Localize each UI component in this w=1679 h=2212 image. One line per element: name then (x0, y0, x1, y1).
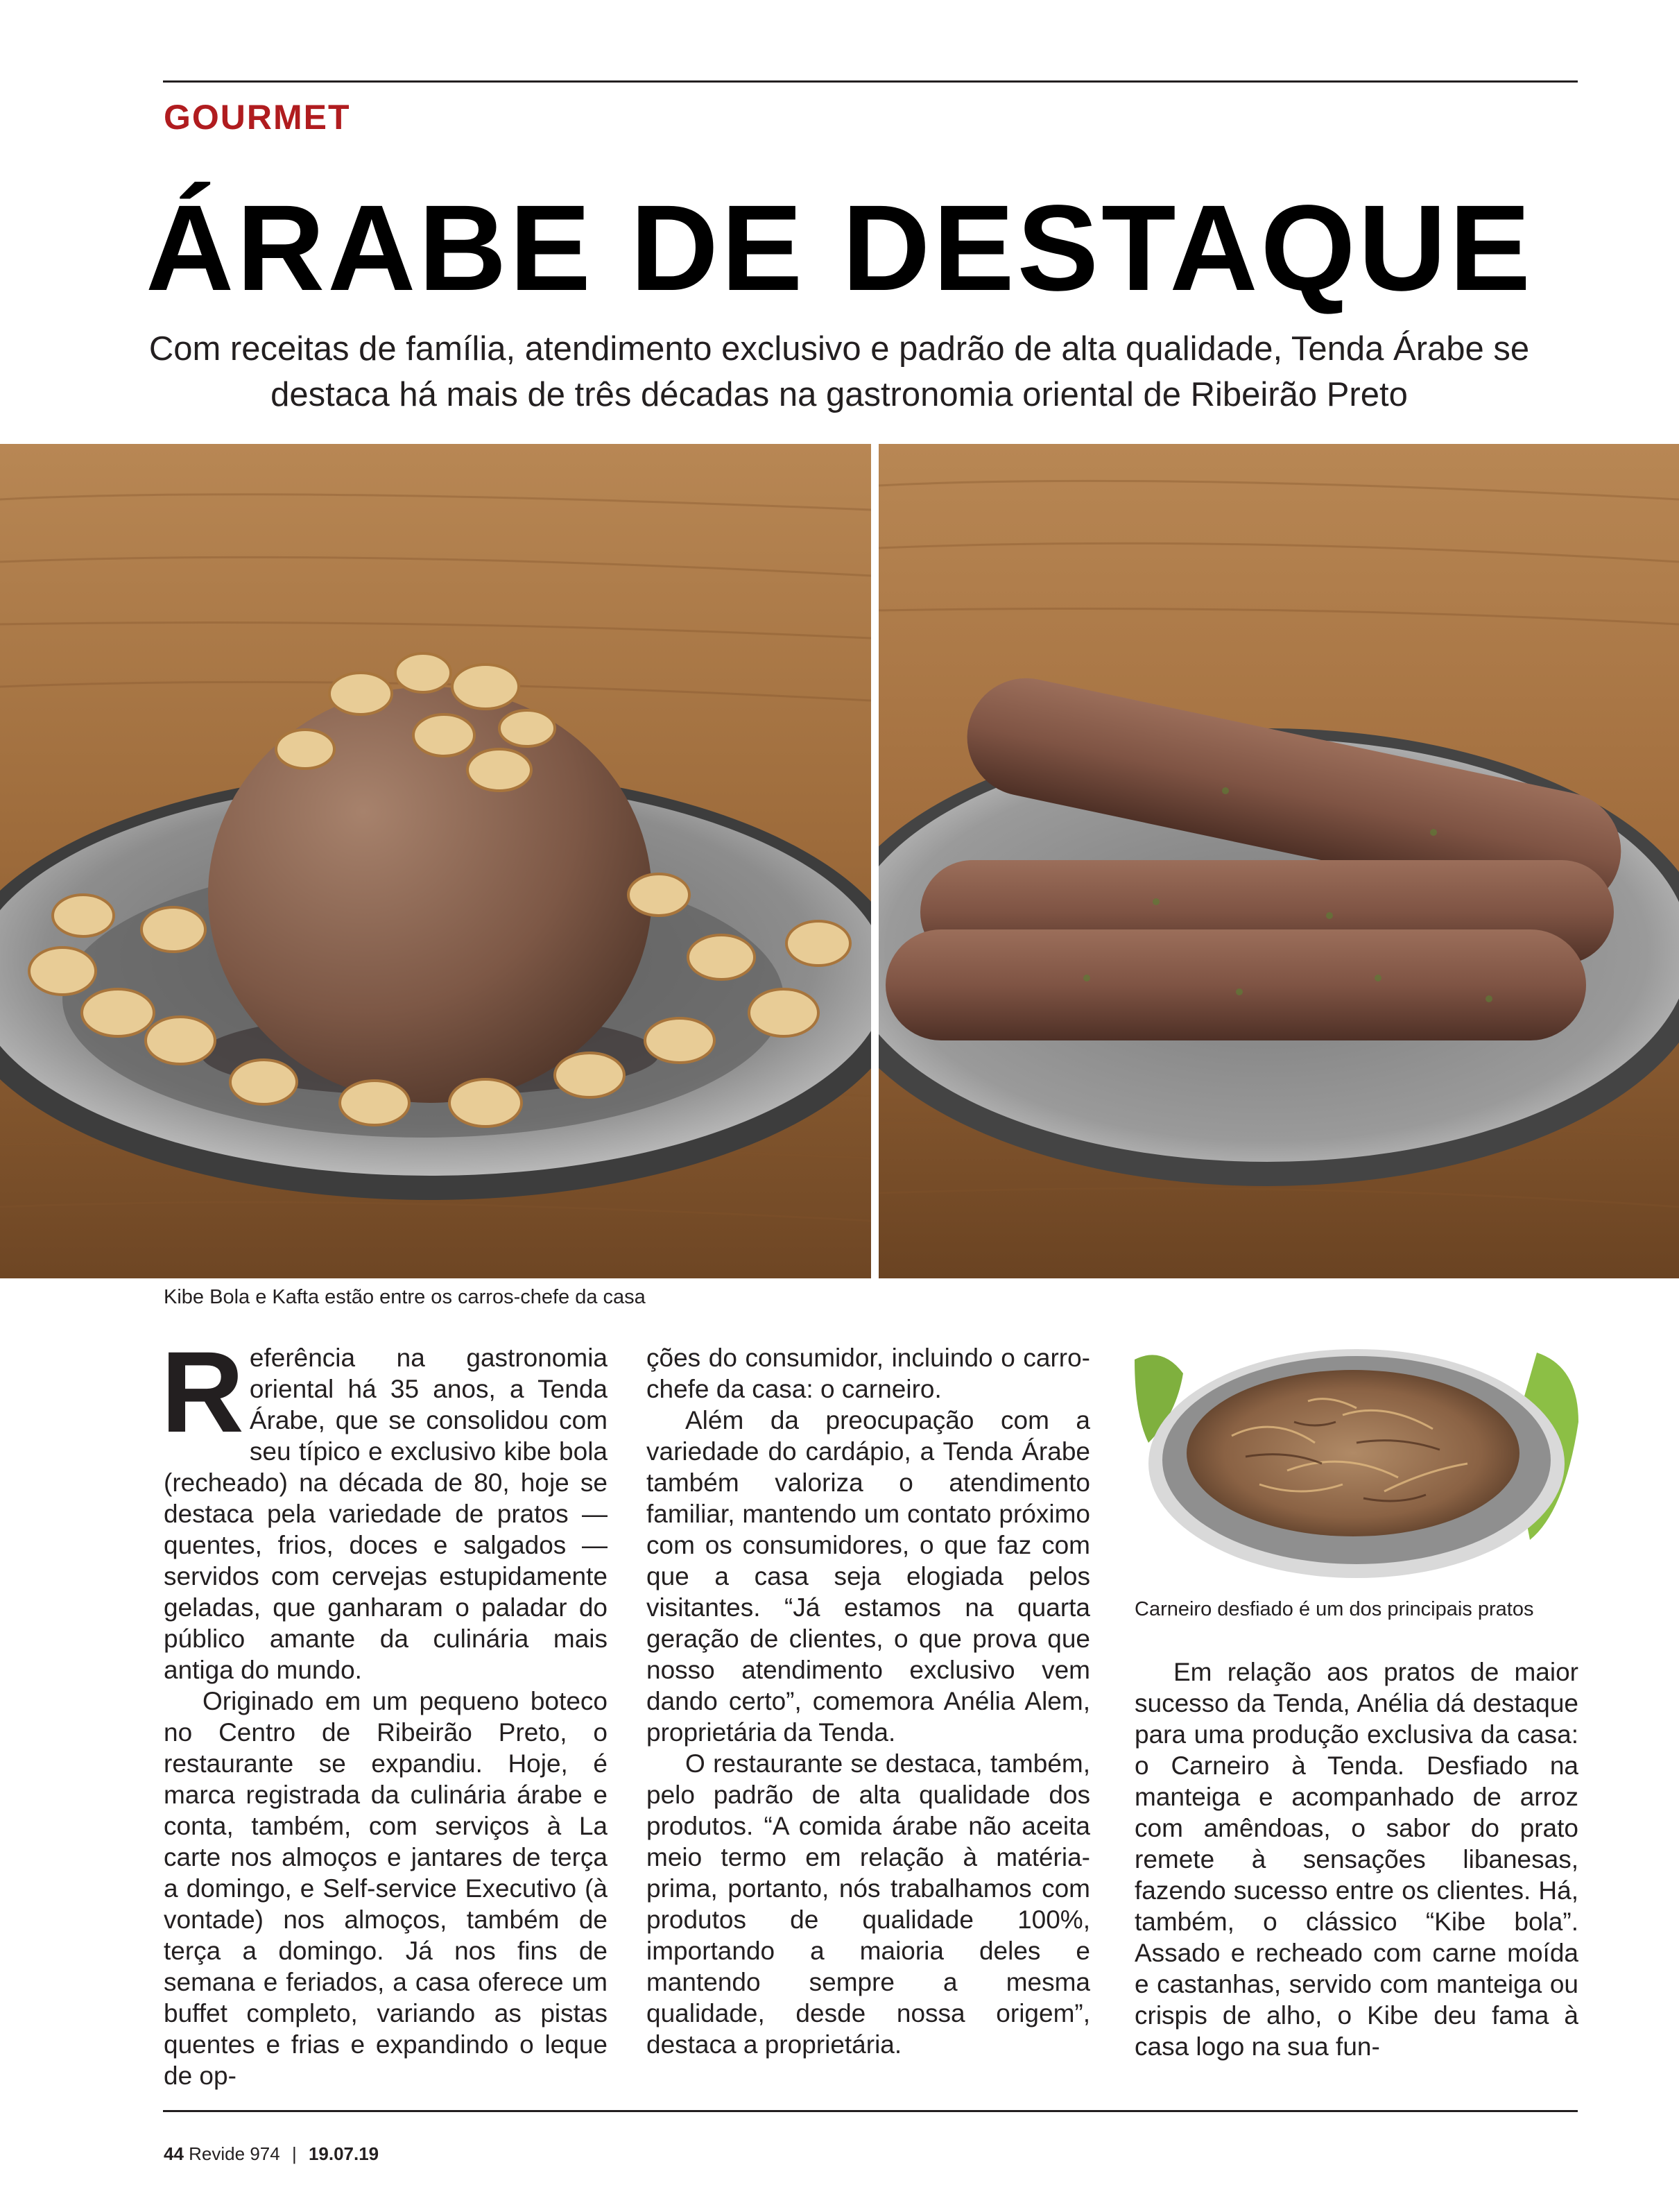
kibe-bola-photo (0, 444, 871, 1278)
paragraph-5: O restaurante se destaca, também, pelo padrão de alta qualidade dos produtos. “A comida árabe não aceita meio termo em relação à matéria-prima, portanto, nós trabalhamos com produtos de qualidade 100%, importando a maioria deles e mantendo sempre a mesma qualidade, desde nossa origem”, destaca a proprietária. (646, 1749, 1090, 2059)
photo-caption: Kibe Bola e Kafta estão entre os carros-chefe da casa (164, 1286, 646, 1308)
paragraph-2: Originado em um pequeno boteco no Centro de Ribeirão Preto, o restaurante se expandiu. Hoje, é marca registrada da culinária árabe e conta, também, com serviços à La carte nos almoços e jantares de terça a domingo, e Self-service Executivo (à vontade) nos almoços, também de terça a domingo. Já nos fins de semana e feriados, a casa oferece um buffet completo, variando as pistas quentes e frias e expandindo o leque de op- (164, 1687, 608, 2090)
page-number: 44 (164, 2143, 184, 2164)
bottom-rule (163, 2110, 1578, 2112)
footer-separator: | (291, 2143, 297, 2164)
photo-divider (871, 444, 879, 1278)
top-rule (163, 80, 1578, 83)
paragraph-1: Referência na gastronomia oriental há 35 anos, a Tenda Árabe, que se consolidou com seu típico e exclusivo kibe bola (recheado) na década de 80, hoje se destaca pela variedade de pratos — quentes, frios, doces e salgados — servidos com cervejas estupidamente geladas, que ganharam o paladar do público amante da culinária mais antiga do mundo. (161, 1328, 608, 1684)
issue-date: 19.07.19 (308, 2143, 379, 2164)
kafta-photo (879, 444, 1679, 1278)
paragraph-3: ções do consumidor, incluindo o carro-chefe da casa: o carneiro. (646, 1344, 1090, 1403)
carneiro-photo (1135, 1332, 1578, 1587)
headline: ÁRABE DE DESTAQUE (146, 180, 1533, 316)
page-footer (164, 2143, 379, 2165)
subtitle: Com receitas de família, atendimento exclusivo e padrão de alta qualidade, Tenda Árabe se destaca há mais de três décadas na gastronomia oriental de Ribeirão Preto (148, 330, 1530, 413)
article-column-3 (1135, 1656, 1578, 2062)
section-label: GOURMET (164, 98, 351, 137)
paragraph-4: Além da preocupação com a variedade do cardápio, a Tenda Árabe também valoriza o atendimento familiar, mantendo um contato próximo com os consumidores, o que faz com que a casa seja elogiada pelos visitantes. “Já estamos na quarta geração de clientes, o que prova que nosso atendimento exclusivo vem dando certo”, comemora Anélia Alem, proprietária da Tenda. (646, 1406, 1090, 1747)
dropcap: R (161, 1328, 244, 1457)
paragraph-6: Em relação aos pratos de maior sucesso da Tenda, Anélia dá destaque para uma produção exclusiva da casa: o Carneiro à Tenda. Desfiado na manteiga e acompanhado de arroz com amêndoas, o sabor do prato remete à sensações libanesas, fazendo sucesso entre os clientes. Há, também, o clássico “Kibe bola”. Assado e recheado com carne moída e castanhas, servido com manteiga ou crispis de alho, o Kibe deu fama à casa logo na sua fun- (1135, 1658, 1578, 2061)
article-column-2 (646, 1342, 1090, 2060)
article-column-1 (161, 1328, 608, 2091)
side-photo-caption: Carneiro desfiado é um dos principais pratos (1135, 1598, 1534, 1620)
magazine-name: Revide 974 (189, 2143, 280, 2164)
